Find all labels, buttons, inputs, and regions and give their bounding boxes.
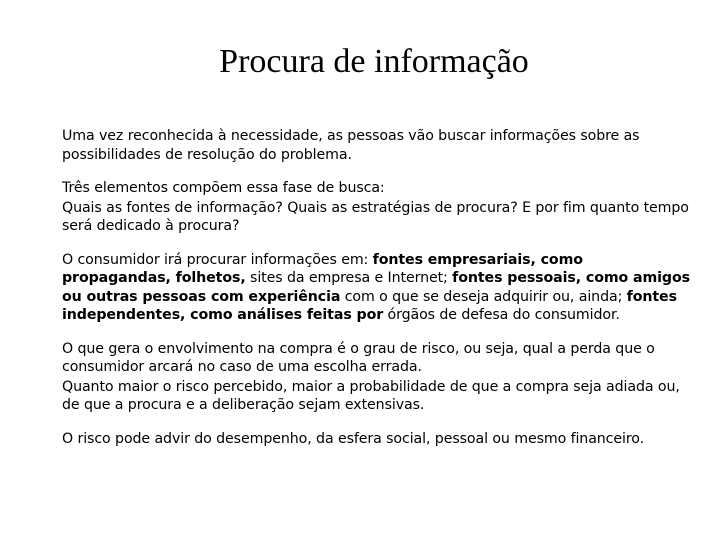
sources-business-bold: fontes empresariais, como propagandas, folhetos, [62, 251, 583, 286]
paragraph-three-elements: Três elementos compõem essa fase de busca: [62, 180, 385, 196]
paragraph-risk-origins: O risco pode advir do desempenho, da esfera social, pessoal ou mesmo financeiro. [62, 430, 645, 447]
paragraph-recognition: Uma vez reconhecida à necessidade, as pessoas vão buscar informações sobre as possibilidades de resolução do problema. [62, 128, 640, 163]
sources-independent-bold: fontes independentes, como análises feitas por [62, 288, 677, 323]
paragraph-questions: Quais as fontes de informação? Quais as estratégias de procura? E por fim quanto tempo será dedicado à procura? [62, 199, 689, 234]
paragraph-sources [62, 251, 690, 325]
slide-title: Procura de informação [219, 43, 529, 80]
sources-personal-bold: fontes pessoais, como amigos ou outras pessoas com experiência [62, 270, 690, 305]
slide-body [62, 127, 690, 448]
sources-text-2: sites da empresa e Internet; [245, 270, 453, 286]
sources-text-1: O consumidor irá procurar informações em: [62, 251, 373, 268]
paragraph-risk-involvement: O que gera o envolvimento na compra é o grau de risco, ou seja, qual a perda que o consumidor arcará no caso de uma escolha errada. [62, 340, 655, 375]
sources-text-4: órgãos de defesa do consumidor. [383, 307, 620, 323]
paragraph-perceived-risk: Quanto maior o risco percebido, maior a probabilidade de que a compra seja adiada ou, de que a procura e a deliberação sejam extensivas. [62, 378, 680, 413]
sources-text-3: com o que se deseja adquirir ou, ainda; [340, 288, 627, 305]
